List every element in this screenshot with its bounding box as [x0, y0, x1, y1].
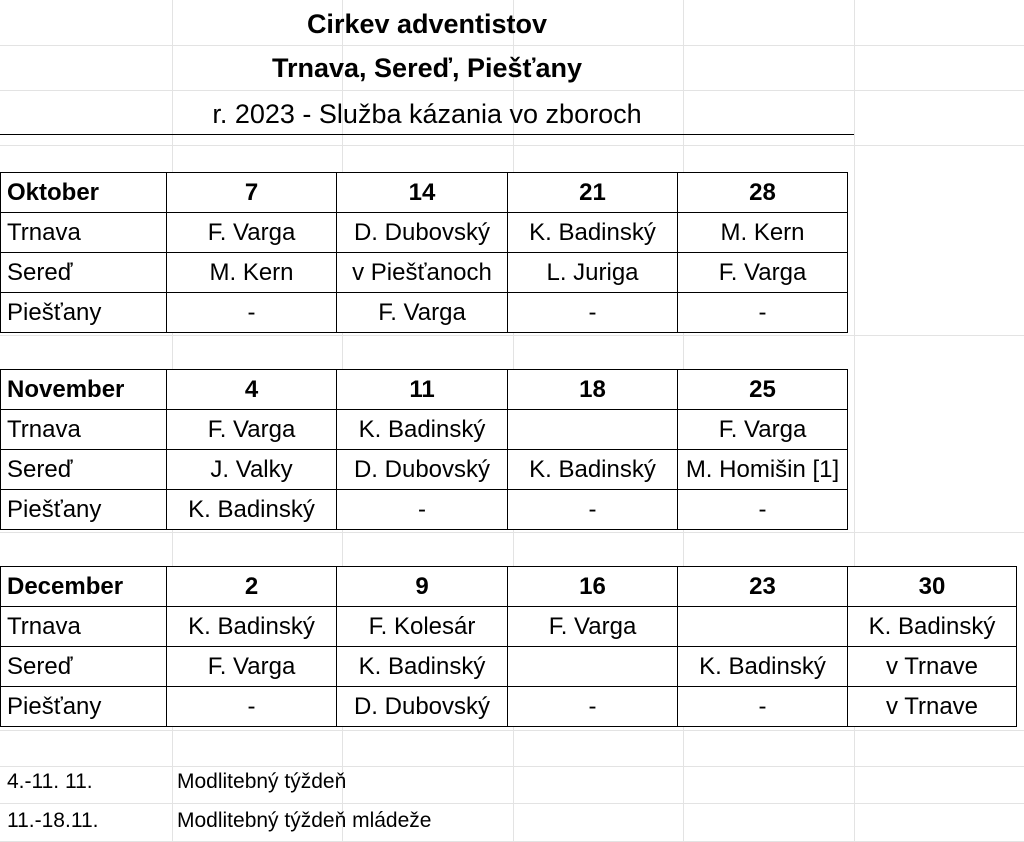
- table-row: [1, 293, 848, 333]
- title-divider: [0, 134, 854, 135]
- month-name: December: [1, 567, 167, 607]
- preacher-cell: M. Homišin [1]: [678, 450, 848, 490]
- date-cell: 2: [167, 567, 337, 607]
- preacher-cell: [678, 607, 848, 647]
- table-row: [1, 253, 848, 293]
- preacher-cell: K. Badinský: [508, 213, 678, 253]
- preacher-cell: v Trnave: [848, 687, 1017, 727]
- preacher-cell: [508, 410, 678, 450]
- preacher-cell: K. Badinský: [848, 607, 1017, 647]
- schedule-table-october: [0, 172, 848, 333]
- preacher-cell: -: [337, 490, 508, 530]
- note-date: 4.-11. 11.: [7, 770, 93, 793]
- note-date: 11.-18.11.: [7, 809, 99, 832]
- date-cell: 7: [167, 173, 337, 213]
- month-header-row: [1, 567, 1017, 607]
- preacher-cell: -: [167, 687, 337, 727]
- preacher-cell: v Trnave: [848, 647, 1017, 687]
- date-cell: 11: [337, 370, 508, 410]
- preacher-cell: v Piešťanoch: [337, 253, 508, 293]
- month-name: Oktober: [1, 173, 167, 213]
- table-row: [1, 450, 848, 490]
- date-cell: 25: [678, 370, 848, 410]
- date-cell: 14: [337, 173, 508, 213]
- church-label: Trnava: [1, 607, 167, 647]
- church-label: Piešťany: [1, 293, 167, 333]
- date-cell: 23: [678, 567, 848, 607]
- preacher-cell: F. Varga: [678, 410, 848, 450]
- preacher-cell: -: [678, 490, 848, 530]
- church-label: Sereď: [1, 647, 167, 687]
- month-header-row: [1, 370, 848, 410]
- church-label: Piešťany: [1, 687, 167, 727]
- date-cell: 9: [337, 567, 508, 607]
- preacher-cell: D. Dubovský: [337, 450, 508, 490]
- date-cell: 4: [167, 370, 337, 410]
- preacher-cell: [508, 647, 678, 687]
- preacher-cell: D. Dubovský: [337, 687, 508, 727]
- preacher-cell: F. Varga: [508, 607, 678, 647]
- month-name: November: [1, 370, 167, 410]
- preacher-cell: L. Juriga: [508, 253, 678, 293]
- church-label: Piešťany: [1, 490, 167, 530]
- schedule-table-december: [0, 566, 1017, 727]
- preacher-cell: M. Kern: [678, 213, 848, 253]
- preacher-cell: F. Varga: [337, 293, 508, 333]
- date-cell: 18: [508, 370, 678, 410]
- table-row: [1, 647, 1017, 687]
- document-title: Cirkev adventistov: [306, 9, 548, 39]
- table-row: [1, 687, 1017, 727]
- preacher-cell: F. Kolesár: [337, 607, 508, 647]
- church-label: Trnava: [1, 410, 167, 450]
- note-text: Modlitebný týždeň mládeže: [177, 809, 432, 832]
- document-subtitle-service: r. 2023 - Služba kázania vo zboroch: [212, 99, 642, 129]
- date-cell: 28: [678, 173, 848, 213]
- preacher-cell: F. Varga: [167, 647, 337, 687]
- table-row: [1, 490, 848, 530]
- preacher-cell: M. Kern: [167, 253, 337, 293]
- church-label: Sereď: [1, 450, 167, 490]
- preacher-cell: -: [167, 293, 337, 333]
- preacher-cell: -: [508, 687, 678, 727]
- table-row: [1, 213, 848, 253]
- preacher-cell: -: [678, 293, 848, 333]
- table-row: [1, 410, 848, 450]
- preacher-cell: K. Badinský: [337, 647, 508, 687]
- preacher-cell: K. Badinský: [337, 410, 508, 450]
- document-subtitle-locations: Trnava, Sereď, Piešťany: [271, 53, 582, 83]
- date-cell: 16: [508, 567, 678, 607]
- preacher-cell: K. Badinský: [167, 607, 337, 647]
- church-label: Trnava: [1, 213, 167, 253]
- note-text: Modlitebný týždeň: [177, 770, 347, 793]
- preacher-cell: J. Valky: [167, 450, 337, 490]
- preacher-cell: K. Badinský: [167, 490, 337, 530]
- preacher-cell: -: [508, 490, 678, 530]
- preacher-cell: -: [508, 293, 678, 333]
- preacher-cell: F. Varga: [167, 213, 337, 253]
- schedule-table-november: [0, 369, 848, 530]
- date-cell: 21: [508, 173, 678, 213]
- church-label: Sereď: [1, 253, 167, 293]
- preacher-cell: -: [678, 687, 848, 727]
- preacher-cell: D. Dubovský: [337, 213, 508, 253]
- preacher-cell: F. Varga: [678, 253, 848, 293]
- preacher-cell: K. Badinský: [508, 450, 678, 490]
- preacher-cell: F. Varga: [167, 410, 337, 450]
- preacher-cell: K. Badinský: [678, 647, 848, 687]
- table-row: [1, 607, 1017, 647]
- month-header-row: [1, 173, 848, 213]
- date-cell: 30: [848, 567, 1017, 607]
